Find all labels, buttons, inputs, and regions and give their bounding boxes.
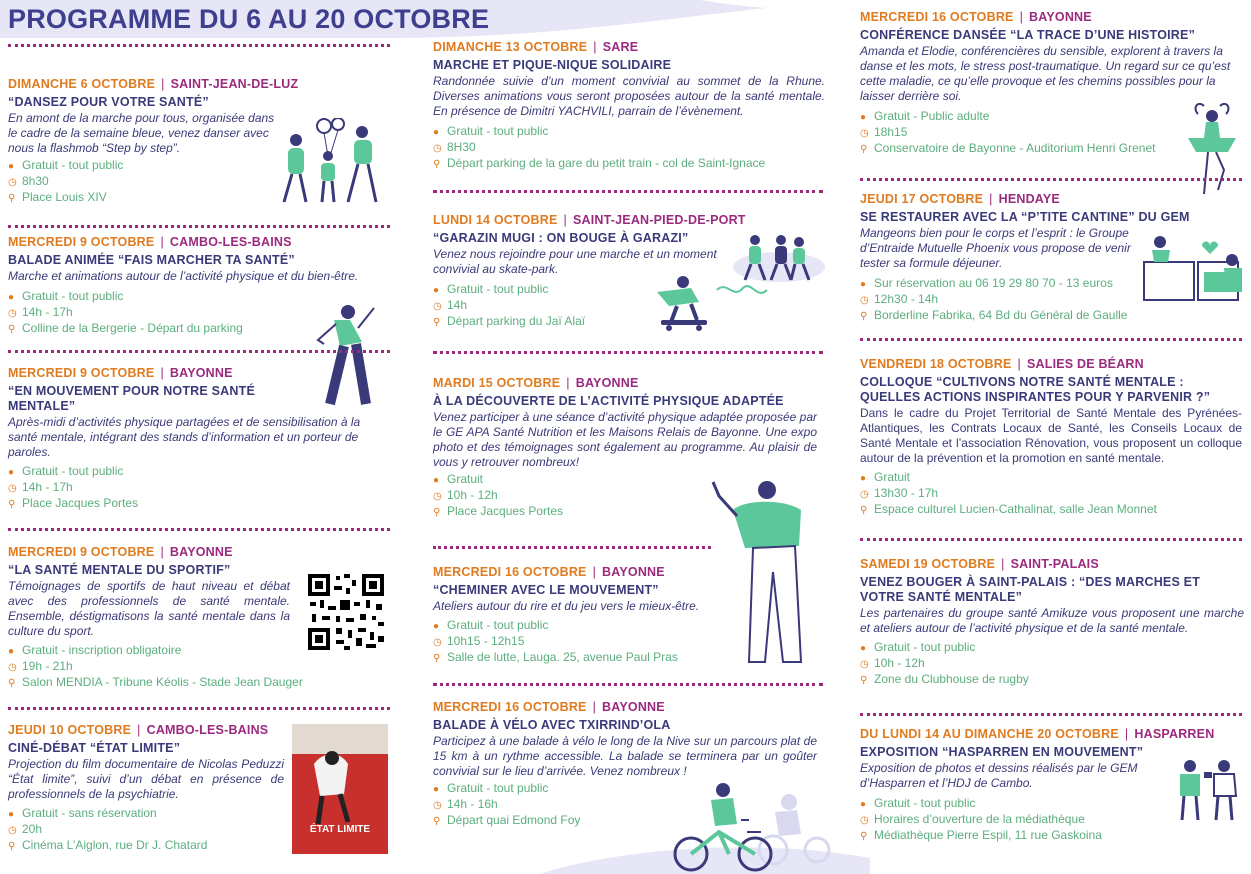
event-location: ⚲ Place Jacques Portes xyxy=(433,504,564,518)
event-place: BAYONNE xyxy=(169,545,233,559)
event-title: CONFÉRENCE DANSÉE “LA TRACE D’UNE HISTOIRE” xyxy=(860,28,1196,42)
clock-icon: ◷ xyxy=(433,491,442,502)
event-location: ⚲ Espace culturel Lucien-Cathalinat, salle Jean Monnet xyxy=(860,502,1157,516)
event-price: ● Gratuit - sans réservation xyxy=(8,806,157,820)
event-title: EXPOSITION “HASPARREN EN MOUVEMENT” xyxy=(860,745,1144,759)
event-place: SAINT-PALAIS xyxy=(1010,557,1099,571)
event-date: VENDREDI 18 OCTOBRE xyxy=(860,357,1012,371)
event-time: ◷ 14h - 17h xyxy=(8,480,73,494)
event-description: Les partenaires du groupe santé Amikuze vous proposent une marche et ateliers autour de l’activité physique et de la santé mentale. xyxy=(860,606,1244,635)
event-location: ⚲ Place Louis XIV xyxy=(8,190,107,204)
event-time: ◷ 18h15 xyxy=(860,125,908,139)
event-description: Projection du film documentaire de Nicolas Peduzzi “État limite”, suivi d’un débat en présence de professionnels de la psychiatrie. xyxy=(8,757,284,801)
event-header: VENDREDI 18 OCTOBRE | SALIES DE BÉARN xyxy=(860,357,1144,371)
event-header: DIMANCHE 6 OCTOBRE | SAINT-JEAN-DE-LUZ xyxy=(8,77,299,91)
event-description: Participez à une balade à vélo le long de la Nive sur un parcours plat de 15 km à un rythme accessible. La balade se terminera par un goûter convivial sur le lieu d’arrivée. Venez nombreux ! xyxy=(433,734,817,778)
event-price: ● Gratuit - tout public xyxy=(433,781,549,795)
event-header: DIMANCHE 13 OCTOBRE | SARE xyxy=(433,40,639,54)
event-place: CAMBO-LES-BAINS xyxy=(169,235,292,249)
event-place: HENDAYE xyxy=(998,192,1060,206)
event-location: ⚲ Départ parking de la gare du petit train - col de Saint-Ignace xyxy=(433,156,766,170)
event-date: DIMANCHE 6 OCTOBRE xyxy=(8,77,156,91)
event-date: MERCREDI 9 OCTOBRE xyxy=(8,366,155,380)
person-icon: ● xyxy=(433,285,440,296)
person-icon: ● xyxy=(860,473,867,484)
event-price: ● Sur réservation au 06 19 29 80 70 - 13 euros xyxy=(860,276,1113,290)
event-header: MARDI 15 OCTOBRE | BAYONNE xyxy=(433,376,639,390)
person-icon: ● xyxy=(433,127,440,138)
event-date: MERCREDI 9 OCTOBRE xyxy=(8,235,155,249)
event-header: JEUDI 10 OCTOBRE | CAMBO-LES-BAINS xyxy=(8,723,269,737)
event-place: SARE xyxy=(602,40,639,54)
event-date: MERCREDI 16 OCTOBRE xyxy=(433,700,587,714)
event-location: ⚲ Départ parking du Jaï Alaï xyxy=(433,314,586,328)
cyclists-illustration xyxy=(671,776,831,874)
event-title: COLLOQUE “CULTIVONS NOTRE SANTÉ MENTALE : QUELLES ACTIONS INSPIRANTES POUR Y PARVENIR ?” xyxy=(860,375,1211,404)
event-place: SAINT-JEAN-PIED-DE-PORT xyxy=(572,213,746,227)
event-date: LUNDI 14 OCTOBRE xyxy=(433,213,558,227)
event-title: SE RESTAURER AVEC LA “P’TITE CANTINE” DU GEM xyxy=(860,210,1190,224)
clock-icon: ◷ xyxy=(433,637,442,648)
event-place: CAMBO-LES-BAINS xyxy=(146,723,269,737)
event-price: ● Gratuit - tout public xyxy=(860,640,976,654)
person-icon: ● xyxy=(860,643,867,654)
event-place: SALIES DE BÉARN xyxy=(1026,357,1144,371)
event-title: “DANSEZ POUR VOTRE SANTÉ” xyxy=(8,95,209,109)
location-pin-icon: ⚲ xyxy=(860,675,868,686)
event-header: MERCREDI 16 OCTOBRE | BAYONNE xyxy=(433,565,665,579)
event-title: À LA DÉCOUVERTE DE L’ACTIVITÉ PHYSIQUE ADAPTÉE xyxy=(433,394,784,408)
clock-icon: ◷ xyxy=(860,295,869,306)
clock-icon: ◷ xyxy=(433,800,442,811)
clock-icon: ◷ xyxy=(8,483,17,494)
event-location: ⚲ Zone du Clubhouse de rugby xyxy=(860,672,1029,686)
event-card xyxy=(8,366,388,512)
dotted-separator xyxy=(8,225,390,228)
event-description: Amanda et Elodie, conférencières du sensible, explorent à travers la danse et les mots, le stress post-traumatique. Un regard sur ce qu’est cette maladie, ce qu’elle provoque et les chemins possibles pour la laisser derrière soi. xyxy=(860,44,1231,103)
person-icon: ● xyxy=(433,784,440,795)
event-header: MERCREDI 9 OCTOBRE | BAYONNE xyxy=(8,366,233,380)
event-place: HASPARREN xyxy=(1134,727,1215,741)
location-pin-icon: ⚲ xyxy=(860,831,868,842)
event-place: BAYONNE xyxy=(602,565,665,579)
event-description: Marche et animations autour de l’activité physique et du bien-être. xyxy=(8,269,359,283)
dotted-separator xyxy=(860,178,1242,181)
event-info xyxy=(8,158,278,206)
event-price: ● Gratuit - tout public xyxy=(433,124,549,138)
event-place: BAYONNE xyxy=(575,376,639,390)
location-pin-icon: ⚲ xyxy=(8,678,16,689)
event-time: ◷ Horaires d’ouverture de la médiathèque xyxy=(860,812,1085,826)
event-date: DIMANCHE 13 OCTOBRE xyxy=(433,40,588,54)
kitchen-illustration xyxy=(1142,232,1248,312)
event-description: Mangeons bien pour le corps et l’esprit : le Groupe d’Entraide Mutuelle Phoenix vous propose de venir tester sa formule déjeuner. xyxy=(860,226,1131,270)
event-card xyxy=(8,77,299,206)
event-date: SAMEDI 19 OCTOBRE xyxy=(860,557,996,571)
event-place: BAYONNE xyxy=(1029,10,1092,24)
event-time: ◷ 14h - 17h xyxy=(8,305,73,319)
clock-icon: ◷ xyxy=(433,143,442,154)
event-time: ◷ 19h - 21h xyxy=(8,659,73,673)
event-description: Témoignages de sportifs de haut niveau et débat avec des professionnels de santé mentale. Ensemble, déstigmatisons la santé mentale dans la culture du sport. xyxy=(8,579,290,638)
photographers-illustration xyxy=(1170,756,1246,822)
event-title: MARCHE ET PIQUE-NIQUE SOLIDAIRE xyxy=(433,58,672,72)
event-place: SAINT-JEAN-DE-LUZ xyxy=(170,77,299,91)
event-time: ◷ 8h30 xyxy=(8,174,49,188)
event-time: ◷ 20h xyxy=(8,822,43,836)
location-pin-icon: ⚲ xyxy=(433,317,441,328)
person-icon: ● xyxy=(433,621,440,632)
event-time: ◷ 13h30 - 17h xyxy=(860,486,939,500)
column-3 xyxy=(852,0,1251,874)
column-2 xyxy=(425,0,830,874)
dotted-separator xyxy=(433,190,823,193)
dotted-separator xyxy=(8,528,390,531)
event-price: ● Gratuit - inscription obligatoire xyxy=(8,643,182,657)
event-card xyxy=(860,357,1242,518)
event-card xyxy=(433,40,825,172)
location-pin-icon: ⚲ xyxy=(860,505,868,516)
film-poster-title: ÉTAT LIMITE xyxy=(309,824,371,835)
event-location: ⚲ Salon MENDIA - Tribune Kéolis - Stade Jean Dauger xyxy=(8,675,303,689)
dotted-separator xyxy=(8,44,390,47)
event-card xyxy=(8,723,284,854)
event-header: MERCREDI 9 OCTOBRE | CAMBO-LES-BAINS xyxy=(8,235,292,249)
event-price: ● Gratuit - tout public xyxy=(8,158,124,172)
event-title: “GARAZIN MUGI : ON BOUGE À GARAZI” xyxy=(433,231,689,245)
location-pin-icon: ⚲ xyxy=(8,324,16,335)
clock-icon: ◷ xyxy=(8,308,17,319)
event-header: LUNDI 14 OCTOBRE | SAINT-JEAN-PIED-DE-PORT xyxy=(433,213,746,227)
person-icon: ● xyxy=(860,799,867,810)
event-card xyxy=(8,545,303,691)
location-pin-icon: ⚲ xyxy=(860,144,868,155)
event-title: BALADE ANIMÉE “FAIS MARCHER TA SANTÉ” xyxy=(8,253,295,267)
person-icon: ● xyxy=(8,646,15,657)
person-icon: ● xyxy=(860,279,867,290)
event-price: ● Gratuit - tout public xyxy=(433,618,549,632)
location-pin-icon: ⚲ xyxy=(433,159,441,170)
dotted-separator xyxy=(860,713,1242,716)
dancing-family-illustration xyxy=(266,118,386,206)
event-description: Après-midi d’activités physique partagées et de sensibilisation à la santé mentale, intégrant des stands d’information et un porteur de paroles. xyxy=(8,415,361,459)
event-header: SAMEDI 19 OCTOBRE | SAINT-PALAIS xyxy=(860,557,1099,571)
dotted-separator xyxy=(8,350,390,353)
event-date: MERCREDI 9 OCTOBRE xyxy=(8,545,155,559)
event-price: ● Gratuit - tout public xyxy=(8,289,124,303)
event-description: Exposition de photos et dessins réalisés par le GEM d’Hasparren et l’HDJ de Cambo. xyxy=(860,761,1138,790)
event-description: Venez nous rejoindre pour une marche et un moment convivial au skate-park. xyxy=(433,247,717,276)
event-location: ⚲ Colline de la Bergerie - Départ du parking xyxy=(8,321,243,335)
event-location: ⚲ Départ quai Edmond Foy xyxy=(433,813,581,827)
location-pin-icon: ⚲ xyxy=(8,193,16,204)
event-location: ⚲ Salle de lutte, Lauga. 25, avenue Paul Pras xyxy=(433,650,678,664)
event-description: Ateliers autour du rire et du jeu vers le mieux-être. xyxy=(433,599,700,613)
person-icon: ● xyxy=(8,467,15,478)
event-header: MERCREDI 9 OCTOBRE | BAYONNE xyxy=(8,545,233,559)
clock-icon: ◷ xyxy=(433,301,442,312)
event-info xyxy=(860,470,1242,518)
event-place: BAYONNE xyxy=(169,366,233,380)
event-time: ◷ 10h15 - 12h15 xyxy=(433,634,525,648)
event-location: ⚲ Conservatoire de Bayonne - Auditorium Henri Grenet xyxy=(860,141,1156,155)
event-time: ◷ 12h30 - 14h xyxy=(860,292,939,306)
event-title: “LA SANTÉ MENTALE DU SPORTIF” xyxy=(8,563,231,577)
event-location: ⚲ Cinéma L’Aiglon, rue Dr J. Chatard xyxy=(8,838,208,852)
location-pin-icon: ⚲ xyxy=(8,499,16,510)
film-poster xyxy=(292,724,388,854)
person-icon: ● xyxy=(433,475,440,486)
event-title: “CHEMINER AVEC LE MOUVEMENT” xyxy=(433,583,659,597)
clock-icon: ◷ xyxy=(8,662,17,673)
skate-park-illustration xyxy=(647,232,827,332)
event-price: ● Gratuit xyxy=(433,472,484,486)
event-price: ● Gratuit - tout public xyxy=(860,796,976,810)
event-location: ⚲ Place Jacques Portes xyxy=(8,496,139,510)
qr-code[interactable] xyxy=(306,572,386,652)
event-title: “EN MOUVEMENT POUR NOTRE SANTÉ MENTALE” xyxy=(8,384,255,413)
event-time: ◷ 10h - 12h xyxy=(433,488,498,502)
event-location: ⚲ Médiathèque Pierre Espil, 11 rue Gaskoina xyxy=(860,828,1102,842)
dotted-separator xyxy=(433,546,711,549)
dotted-separator xyxy=(433,683,823,686)
event-description: Randonnée suivie d’un moment convivial au sommet de la Rhune. Diverses animations vous seront proposées autour de la santé mentale. En présence de Dimitri YACHVILI, parrain de l’évènement. xyxy=(433,74,825,118)
event-card xyxy=(433,565,733,666)
dotted-separator xyxy=(8,707,390,710)
event-description: Venez participer à une séance d’activité physique adaptée proposée par le GE APA Santé Nutrition et les Maisons Relais de Bayonne. Une expo photo et des témoignages sont également au programme. Au plaisir de vous y retrouver nombreux! xyxy=(433,410,817,469)
event-info xyxy=(8,464,388,512)
event-place: BAYONNE xyxy=(602,700,665,714)
clock-icon: ◷ xyxy=(860,659,869,670)
event-title: BALADE À VÉLO AVEC TXIRRIND’OLA xyxy=(433,718,671,732)
location-pin-icon: ⚲ xyxy=(433,816,441,827)
location-pin-icon: ⚲ xyxy=(8,841,16,852)
column-1 xyxy=(0,0,400,874)
event-date: DU LUNDI 14 AU DIMANCHE 20 OCTOBRE xyxy=(860,727,1119,741)
event-info xyxy=(860,640,1244,688)
clock-icon: ◷ xyxy=(8,177,17,188)
location-pin-icon: ⚲ xyxy=(860,311,868,322)
person-icon: ● xyxy=(8,292,15,303)
clock-icon: ◷ xyxy=(860,128,869,139)
event-time: ◷ 14h xyxy=(433,298,468,312)
event-location: ⚲ Borderline Fabrika, 64 Bd du Général de Gaulle xyxy=(860,308,1128,322)
event-price: ● Gratuit xyxy=(860,470,911,484)
event-time: ◷ 10h - 12h xyxy=(860,656,925,670)
event-description: Dans le cadre du Projet Territorial de Santé Mentale des Pyrénées-Atlantiques, les Contrats Locaux de Santé, les Conseils Locaux de Santé Mentale et l’association Rénovation, vous proposent un colloque autour de la prévention et la promotion en santé mentale. xyxy=(860,406,1242,465)
dotted-separator xyxy=(860,538,1242,541)
event-header: JEUDI 17 OCTOBRE | HENDAYE xyxy=(860,192,1060,206)
event-price: ● Gratuit - Public adulte xyxy=(860,109,990,123)
person-icon: ● xyxy=(8,161,15,172)
event-date: JEUDI 17 OCTOBRE xyxy=(860,192,984,206)
event-header: MERCREDI 16 OCTOBRE | BAYONNE xyxy=(860,10,1092,24)
event-info xyxy=(433,124,825,172)
event-title: CINÉ-DÉBAT “ÉTAT LIMITE” xyxy=(8,741,181,755)
person-icon: ● xyxy=(8,809,15,820)
event-title: VENEZ BOUGER À SAINT-PALAIS : “DES MARCHES ET VOTRE SANTÉ MENTALE” xyxy=(860,575,1201,604)
event-info xyxy=(8,806,284,854)
event-price: ● Gratuit - tout public xyxy=(433,282,549,296)
event-date: MERCREDI 16 OCTOBRE xyxy=(860,10,1014,24)
event-header: DU LUNDI 14 AU DIMANCHE 20 OCTOBRE | HASPARREN xyxy=(860,727,1215,741)
event-description: En amont de la marche pour tous, organisée dans le cadre de la semaine bleue, venez danser avec nous la flashmob “Step by step”. xyxy=(8,111,275,155)
clock-icon: ◷ xyxy=(860,815,869,826)
event-info xyxy=(433,618,733,666)
clock-icon: ◷ xyxy=(8,825,17,836)
dotted-separator xyxy=(860,338,1242,341)
event-card xyxy=(860,557,1244,688)
location-pin-icon: ⚲ xyxy=(433,507,441,518)
event-header: MERCREDI 16 OCTOBRE | BAYONNE xyxy=(433,700,665,714)
event-date: MARDI 15 OCTOBRE xyxy=(433,376,561,390)
person-icon: ● xyxy=(860,112,867,123)
clock-icon: ◷ xyxy=(860,489,869,500)
dancer-illustration xyxy=(1178,100,1246,196)
event-date: JEUDI 10 OCTOBRE xyxy=(8,723,132,737)
event-time: ◷ 8H30 xyxy=(433,140,476,154)
event-date: MERCREDI 16 OCTOBRE xyxy=(433,565,587,579)
dotted-separator xyxy=(433,351,823,354)
event-time: ◷ 14h - 16h xyxy=(433,797,498,811)
location-pin-icon: ⚲ xyxy=(433,653,441,664)
event-price: ● Gratuit - tout public xyxy=(8,464,124,478)
page-title: PROGRAMME DU 6 AU 20 OCTOBRE xyxy=(8,4,490,34)
